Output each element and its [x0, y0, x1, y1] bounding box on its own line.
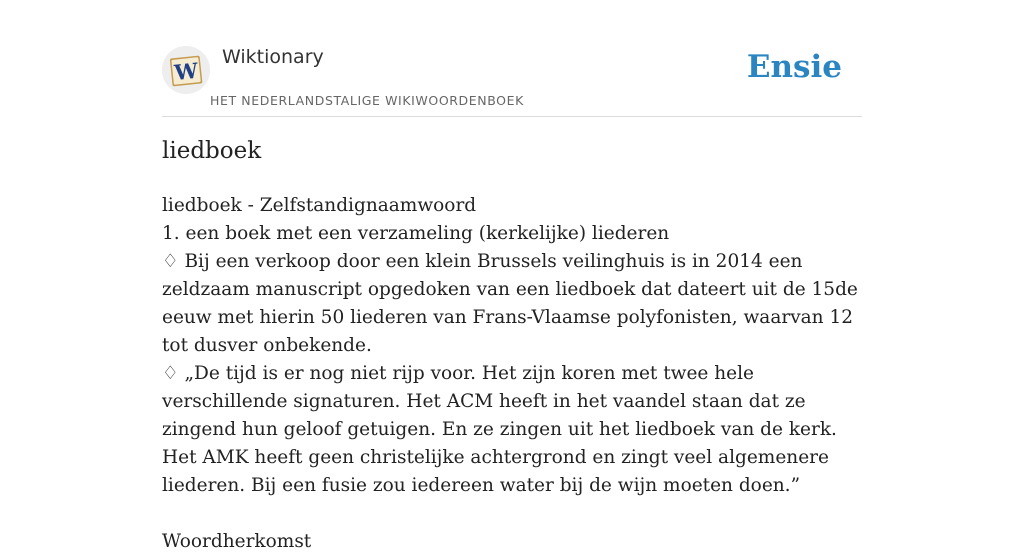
entry-content	[162, 192, 862, 556]
section-heading-etymology: Woordherkomst	[162, 531, 312, 552]
site-tagline: HET NEDERLANDSTALIGE WIKIWOORDENBOEK	[210, 93, 524, 108]
example-sentence: ♢ Bij een verkoop door een klein Brussels veilinghuis is in 2014 een zeldzaam manuscript opgedoken van een liedboek dat dateert uit de 15de eeuw met hierin 50 liederen van Frans-Vlaamse polyfonisten, waarvan 12 tot dusver onbekende.	[162, 251, 858, 356]
site-header	[162, 0, 862, 117]
definition: 1. een boek met een verzameling (kerkelijke) liederen	[162, 223, 670, 244]
brand-name[interactable]: Wiktionary	[222, 46, 324, 68]
wiktionary-logo-icon[interactable]	[162, 46, 210, 94]
example-sentence: ♢ „De tijd is er nog niet rijp voor. Het zijn koren met twee hele verschillende signaturen. Het ACM heeft in het vaandel staan dat ze zingend hun geloof getuigen. En ze zingen uit het liedboek van de kerk. Het AMK heeft geen christelijke achtergrond en zingt veel algemenere liederen. Bij een fusie zou iedereen water bij de wijn moeten doen.”	[162, 363, 837, 496]
page-container	[162, 0, 862, 552]
part-of-speech-line: liedboek - Zelfstandignaamwoord	[162, 195, 477, 216]
page-title: liedboek	[162, 138, 262, 164]
ensie-logo-link[interactable]: Ensie	[746, 49, 842, 85]
svg-text:W: W	[173, 57, 200, 86]
wiktionary-w-icon	[162, 46, 210, 94]
